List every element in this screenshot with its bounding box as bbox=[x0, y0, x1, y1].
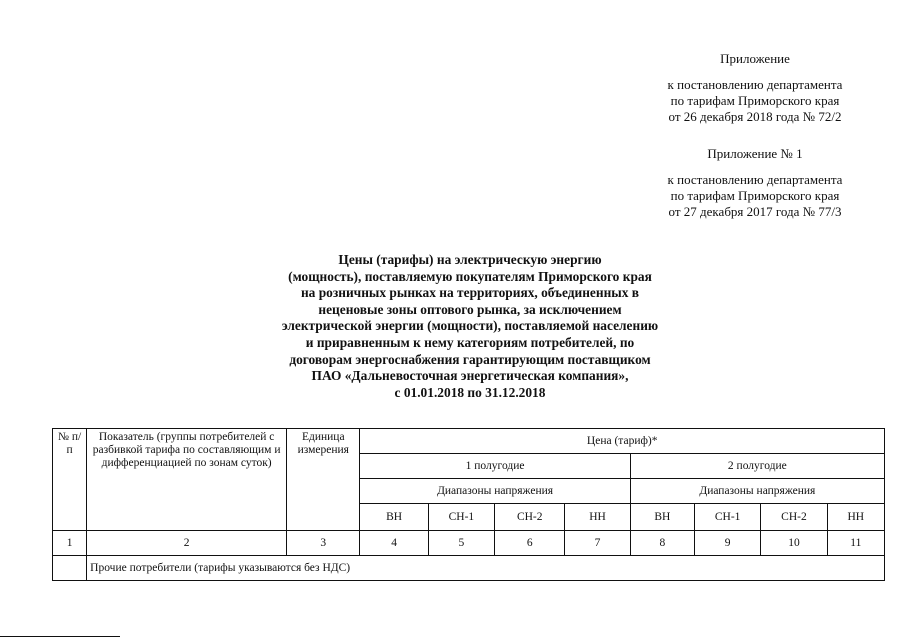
title-line: с 01.01.2018 по 31.12.2018 bbox=[394, 384, 546, 400]
voltage-level-cell: СН-2 bbox=[761, 504, 827, 531]
document-title bbox=[240, 252, 700, 401]
voltage-level-cell: НН bbox=[827, 504, 884, 531]
appendix-title: Приложение bbox=[720, 51, 790, 66]
column-index-row bbox=[53, 531, 885, 556]
title-line: электрической энергии (мощности), поставляемой населению bbox=[281, 318, 659, 334]
column-index-cell: 5 bbox=[428, 531, 494, 556]
title-line: (мощность), поставляемую покупателям Приморского края bbox=[288, 268, 652, 284]
column-index-cell: 2 bbox=[87, 531, 287, 556]
appendix-line: от 26 декабря 2018 года № 72/2 bbox=[668, 109, 842, 124]
column-index-cell: 10 bbox=[761, 531, 827, 556]
appendix-line: по тарифам Приморского края bbox=[670, 93, 840, 108]
appendix-line: от 27 декабря 2017 года № 77/3 bbox=[668, 204, 842, 219]
voltage-level-cell: НН bbox=[565, 504, 630, 531]
header-number: № п/п bbox=[53, 429, 87, 531]
column-index-cell: 8 bbox=[630, 531, 694, 556]
column-index-cell: 11 bbox=[827, 531, 884, 556]
voltage-level-cell: СН-1 bbox=[428, 504, 494, 531]
header-half-2: 2 полугодие bbox=[630, 454, 884, 479]
header-indicator: Показатель (группы потребителей с разбивкой тарифа по составляющим и дифференциацией по зонам суток) bbox=[87, 429, 287, 531]
title-line: на розничных рынках на территориях, объединенных в bbox=[300, 285, 640, 301]
header-half-1: 1 полугодие bbox=[360, 454, 630, 479]
title-line: Цены (тарифы) на электрическую энергию bbox=[338, 252, 602, 267]
appendix-line: по тарифам Приморского края bbox=[670, 188, 840, 203]
column-index-cell: 7 bbox=[565, 531, 630, 556]
title-line: неценовые зоны оптового рынка, за исключением bbox=[318, 301, 622, 317]
column-index-cell: 4 bbox=[360, 531, 428, 556]
title-line: и приравненным к нему категориям потребителей, по bbox=[305, 334, 635, 350]
voltage-level-cell: СН-1 bbox=[694, 504, 760, 531]
column-index-cell: 1 bbox=[53, 531, 87, 556]
header-voltage-ranges-1: Диапазоны напряжения bbox=[360, 479, 630, 504]
header-voltage-ranges-2: Диапазоны напряжения bbox=[630, 479, 884, 504]
header-unit: Единица измерения bbox=[287, 429, 360, 531]
appendix-current bbox=[640, 51, 870, 125]
section-row bbox=[53, 556, 885, 581]
section-number-cell bbox=[53, 556, 87, 581]
column-index-cell: 9 bbox=[694, 531, 760, 556]
header-price: Цена (тариф)* bbox=[360, 429, 885, 454]
column-index-cell: 3 bbox=[287, 531, 360, 556]
appendix-line: к постановлению департамента bbox=[667, 77, 843, 92]
section-label: Прочие потребители (тарифы указываются без НДС) bbox=[87, 556, 885, 581]
page-edge-line bbox=[0, 636, 120, 637]
title-line: договорам энергоснабжения гарантирующим поставщиком bbox=[289, 351, 651, 367]
voltage-level-cell: ВН bbox=[630, 504, 694, 531]
appendix-title: Приложение № 1 bbox=[707, 146, 803, 161]
title-line: ПАО «Дальневосточная энергетическая компания», bbox=[311, 368, 629, 384]
column-index-cell: 6 bbox=[495, 531, 565, 556]
appendix-previous bbox=[640, 146, 870, 220]
voltage-level-cell: ВН bbox=[360, 504, 428, 531]
voltage-level-cell: СН-2 bbox=[495, 504, 565, 531]
tariff-table bbox=[52, 428, 885, 581]
appendix-line: к постановлению департамента bbox=[667, 172, 843, 187]
